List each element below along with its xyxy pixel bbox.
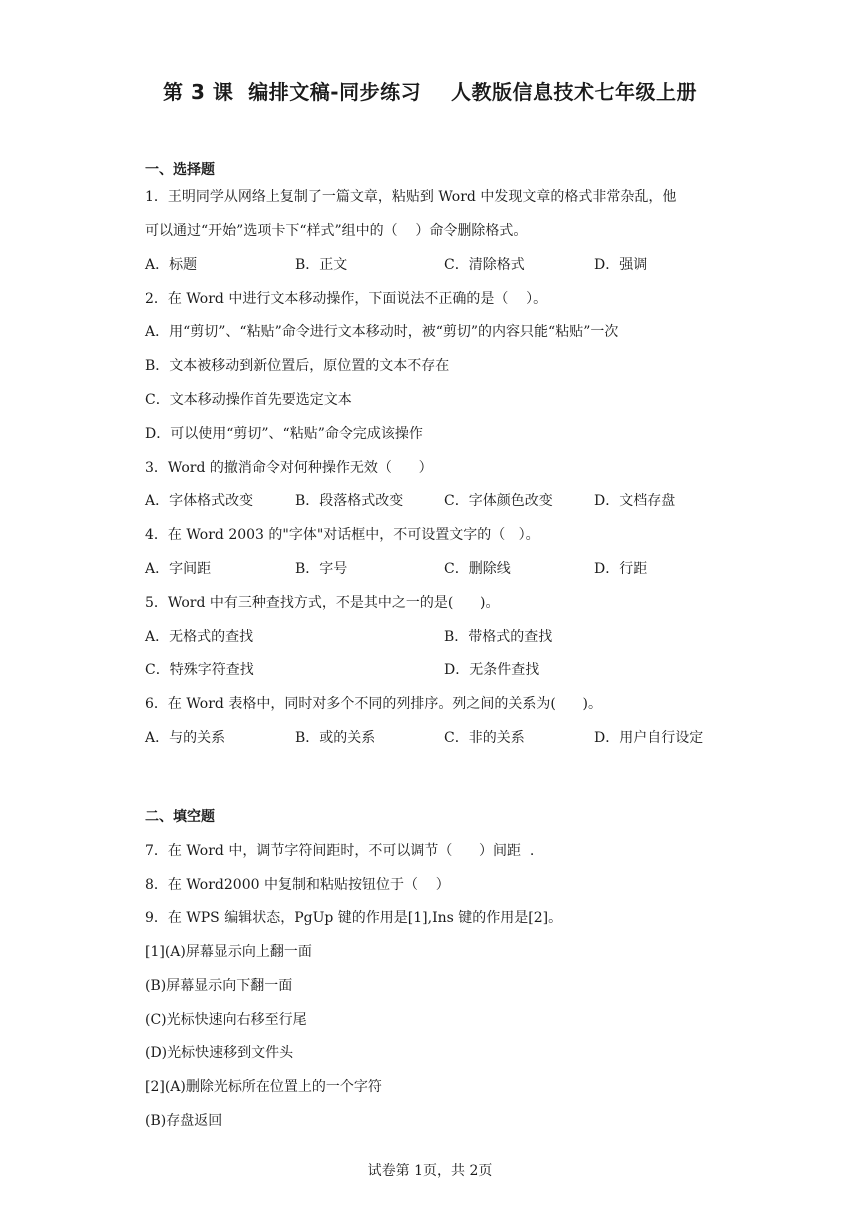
question-2-option-b: B．文本被移动到新位置后，原位置的文本不存在 <box>145 358 450 374</box>
page-title: 第 3 课 编排文稿-同步练习 人教版信息技术七年级上册 <box>163 80 697 104</box>
question-4-option-a: A．字间距 <box>145 561 212 577</box>
question-7: 7．在 Word 中，调节字符间距时，不可以调节（ ）间距 . <box>145 843 535 859</box>
question-4-stem: 4．在 Word 2003 的"字体"对话框中，不可设置文字的（ ）。 <box>145 527 540 543</box>
question-6-stem: 6．在 Word 表格中，同时对多个不同的列排序。列之间的关系为( )。 <box>145 696 602 712</box>
question-9-line-6: (B)存盘返回 <box>145 1113 223 1129</box>
page-footer: 试卷第 1页，共 2页 <box>367 1163 493 1179</box>
question-5-stem: 5．Word 中有三种查找方式，不是其中之一的是( )。 <box>145 595 500 611</box>
question-6-option-a: A．与的关系 <box>145 730 226 746</box>
question-3-option-c: C．字体颜色改变 <box>444 493 553 509</box>
question-8: 8．在 Word2000 中复制和粘贴按钮位于（ ） <box>145 877 450 893</box>
question-6-option-c: C．非的关系 <box>444 730 525 746</box>
question-3-option-d: D．文档存盘 <box>594 493 676 509</box>
question-4-option-d: D．行距 <box>594 561 648 577</box>
question-2-option-c: C．文本移动操作首先要选定文本 <box>145 392 352 408</box>
question-2-option-d: D．可以使用“剪切”、“粘贴”命令完成该操作 <box>145 426 423 442</box>
question-2-stem: 2．在 Word 中进行文本移动操作，下面说法不正确的是（ ）。 <box>145 291 548 307</box>
question-2-option-a: A．用“剪切”、“粘贴”命令进行文本移动时，被“剪切”的内容只能“粘贴”一次 <box>145 324 619 340</box>
question-5-option-b: B．带格式的查找 <box>444 629 553 645</box>
question-1-line-2: 可以通过“开始”选项卡下“样式”组中的（ ）命令删除格式。 <box>145 223 528 239</box>
question-6-option-d: D．用户自行设定 <box>594 730 704 746</box>
question-1-option-c: C．清除格式 <box>444 257 525 273</box>
question-3-stem: 3．Word 的撤消命令对何种操作无效（ ） <box>145 460 433 476</box>
question-5-option-a: A．无格式的查找 <box>145 629 254 645</box>
question-1-line-1: 1．王明同学从网络上复制了一篇文章，粘贴到 Word 中发现文章的格式非常杂乱，他 <box>145 189 677 205</box>
question-9-line-5: [2](A)删除光标所在位置上的一个字符 <box>145 1079 382 1095</box>
question-5-option-c: C．特殊字符查找 <box>145 662 254 678</box>
question-6-option-b: B．或的关系 <box>295 730 376 746</box>
question-3-option-a: A．字体格式改变 <box>145 493 254 509</box>
question-9-line-2: (B)屏幕显示向下翻一面 <box>145 978 293 994</box>
question-4-option-c: C．删除线 <box>444 561 511 577</box>
question-9-line-1: [1](A)屏幕显示向上翻一面 <box>145 944 312 960</box>
section-heading-choice: 一、选择题 <box>145 162 215 178</box>
question-3-option-b: B．段落格式改变 <box>295 493 404 509</box>
question-9-line-3: (C)光标快速向右移至行尾 <box>145 1012 307 1028</box>
question-5-option-d: D．无条件查找 <box>444 662 540 678</box>
question-1-option-b: B．正文 <box>295 257 348 273</box>
question-4-option-b: B．字号 <box>295 561 348 577</box>
question-1-option-d: D．强调 <box>594 257 648 273</box>
question-1-option-a: A．标题 <box>145 257 198 273</box>
question-9-stem: 9．在 WPS 编辑状态，PgUp 键的作用是[1],Ins 键的作用是[2]。 <box>145 910 563 926</box>
question-9-line-4: (D)光标快速移到文件头 <box>145 1045 294 1061</box>
section-heading-fill: 二、填空题 <box>145 809 215 825</box>
